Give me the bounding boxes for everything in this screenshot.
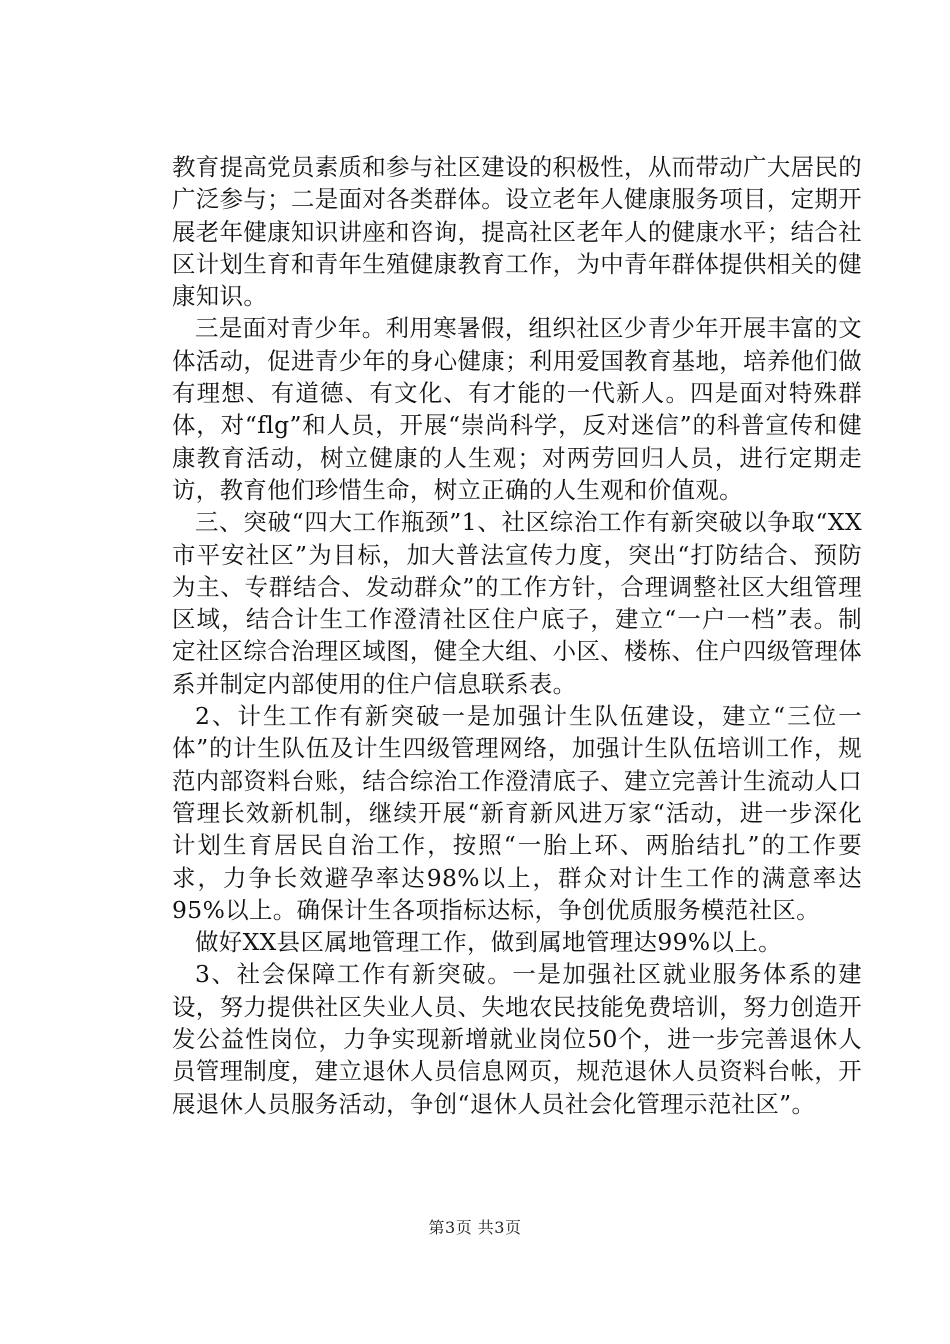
document-body xyxy=(172,151,862,1120)
paragraph-5: 做好XX县区属地管理工作，做到属地管理达99%以上。 xyxy=(195,928,782,957)
page-number-footer: 第3页 共3页 xyxy=(428,1218,522,1237)
paragraph-2: 三是面对青少年。利用寒暑假，组织社区少青少年开展丰富的文体活动，促进青少年的身心健康；利用爱国教育基地，培养他们做有理想、有道德、有文化、有才能的一代新人。四是面对特殊群体，对“flg”和人员，开展“崇尚科学，反对迷信”的科普宣传和健康教育活动，树立健康的人生观；对两劳回归人员，进行定期走访，教育他们珍惜生命，树立正确的人生观和价值观。 xyxy=(172,314,862,504)
paragraph-1: 教育提高党员素质和参与社区建设的积极性，从而带动广大居民的广泛参与；二是面对各类群体。设立老年人健康服务项目，定期开展老年健康知识讲座和咨询，提高社区老年人的健康水平；结合社区计划生育和青年生殖健康教育工作，为中青年群体提供相关的健康知识。 xyxy=(172,153,862,311)
paragraph-6: 3、社会保障工作有新突破。一是加强社区就业服务体系的建设，努力提供社区失业人员、失地农民技能免费培训，努力创造开发公益性岗位，力争实现新增就业岗位50个，进一步完善退休人员管理制度，建立退休人员信息网页，规范退休人员资料台帐，开展退休人员服务活动，争创“退休人员社会化管理示范社区”。 xyxy=(172,960,862,1118)
paragraph-3: 三、突破“四大工作瓶颈”1、社区综治工作有新突破以争取“XX市平安社区”为目标，加大普法宣传力度，突出“打防结合、预防为主、专群结合、发动群众”的工作方针，合理调整社区大组管理区域，结合计生工作澄清社区住户底子，建立“一户一档”表。制定社区综合治理区域图，健全大组、小区、楼栋、住户四级管理体系并制定内部使用的住户信息联系表。 xyxy=(172,508,862,698)
paragraph-4: 2、计生工作有新突破一是加强计生队伍建设，建立“三位一体”的计生队伍及计生四级管理网络，加强计生队伍培训工作，规范内部资料台账，结合综治工作澄清底子、建立完善计生流动人口管理长效新机制，继续开展“新育新风进万家“活动，进一步深化计划生育居民自治工作，按照“一胎上环、两胎结扎”的工作要求，力争长效避孕率达98%以上，群众对计生工作的满意率达95%以上。确保计生各项指标达标，争创优质服务模范社区。 xyxy=(172,702,862,924)
